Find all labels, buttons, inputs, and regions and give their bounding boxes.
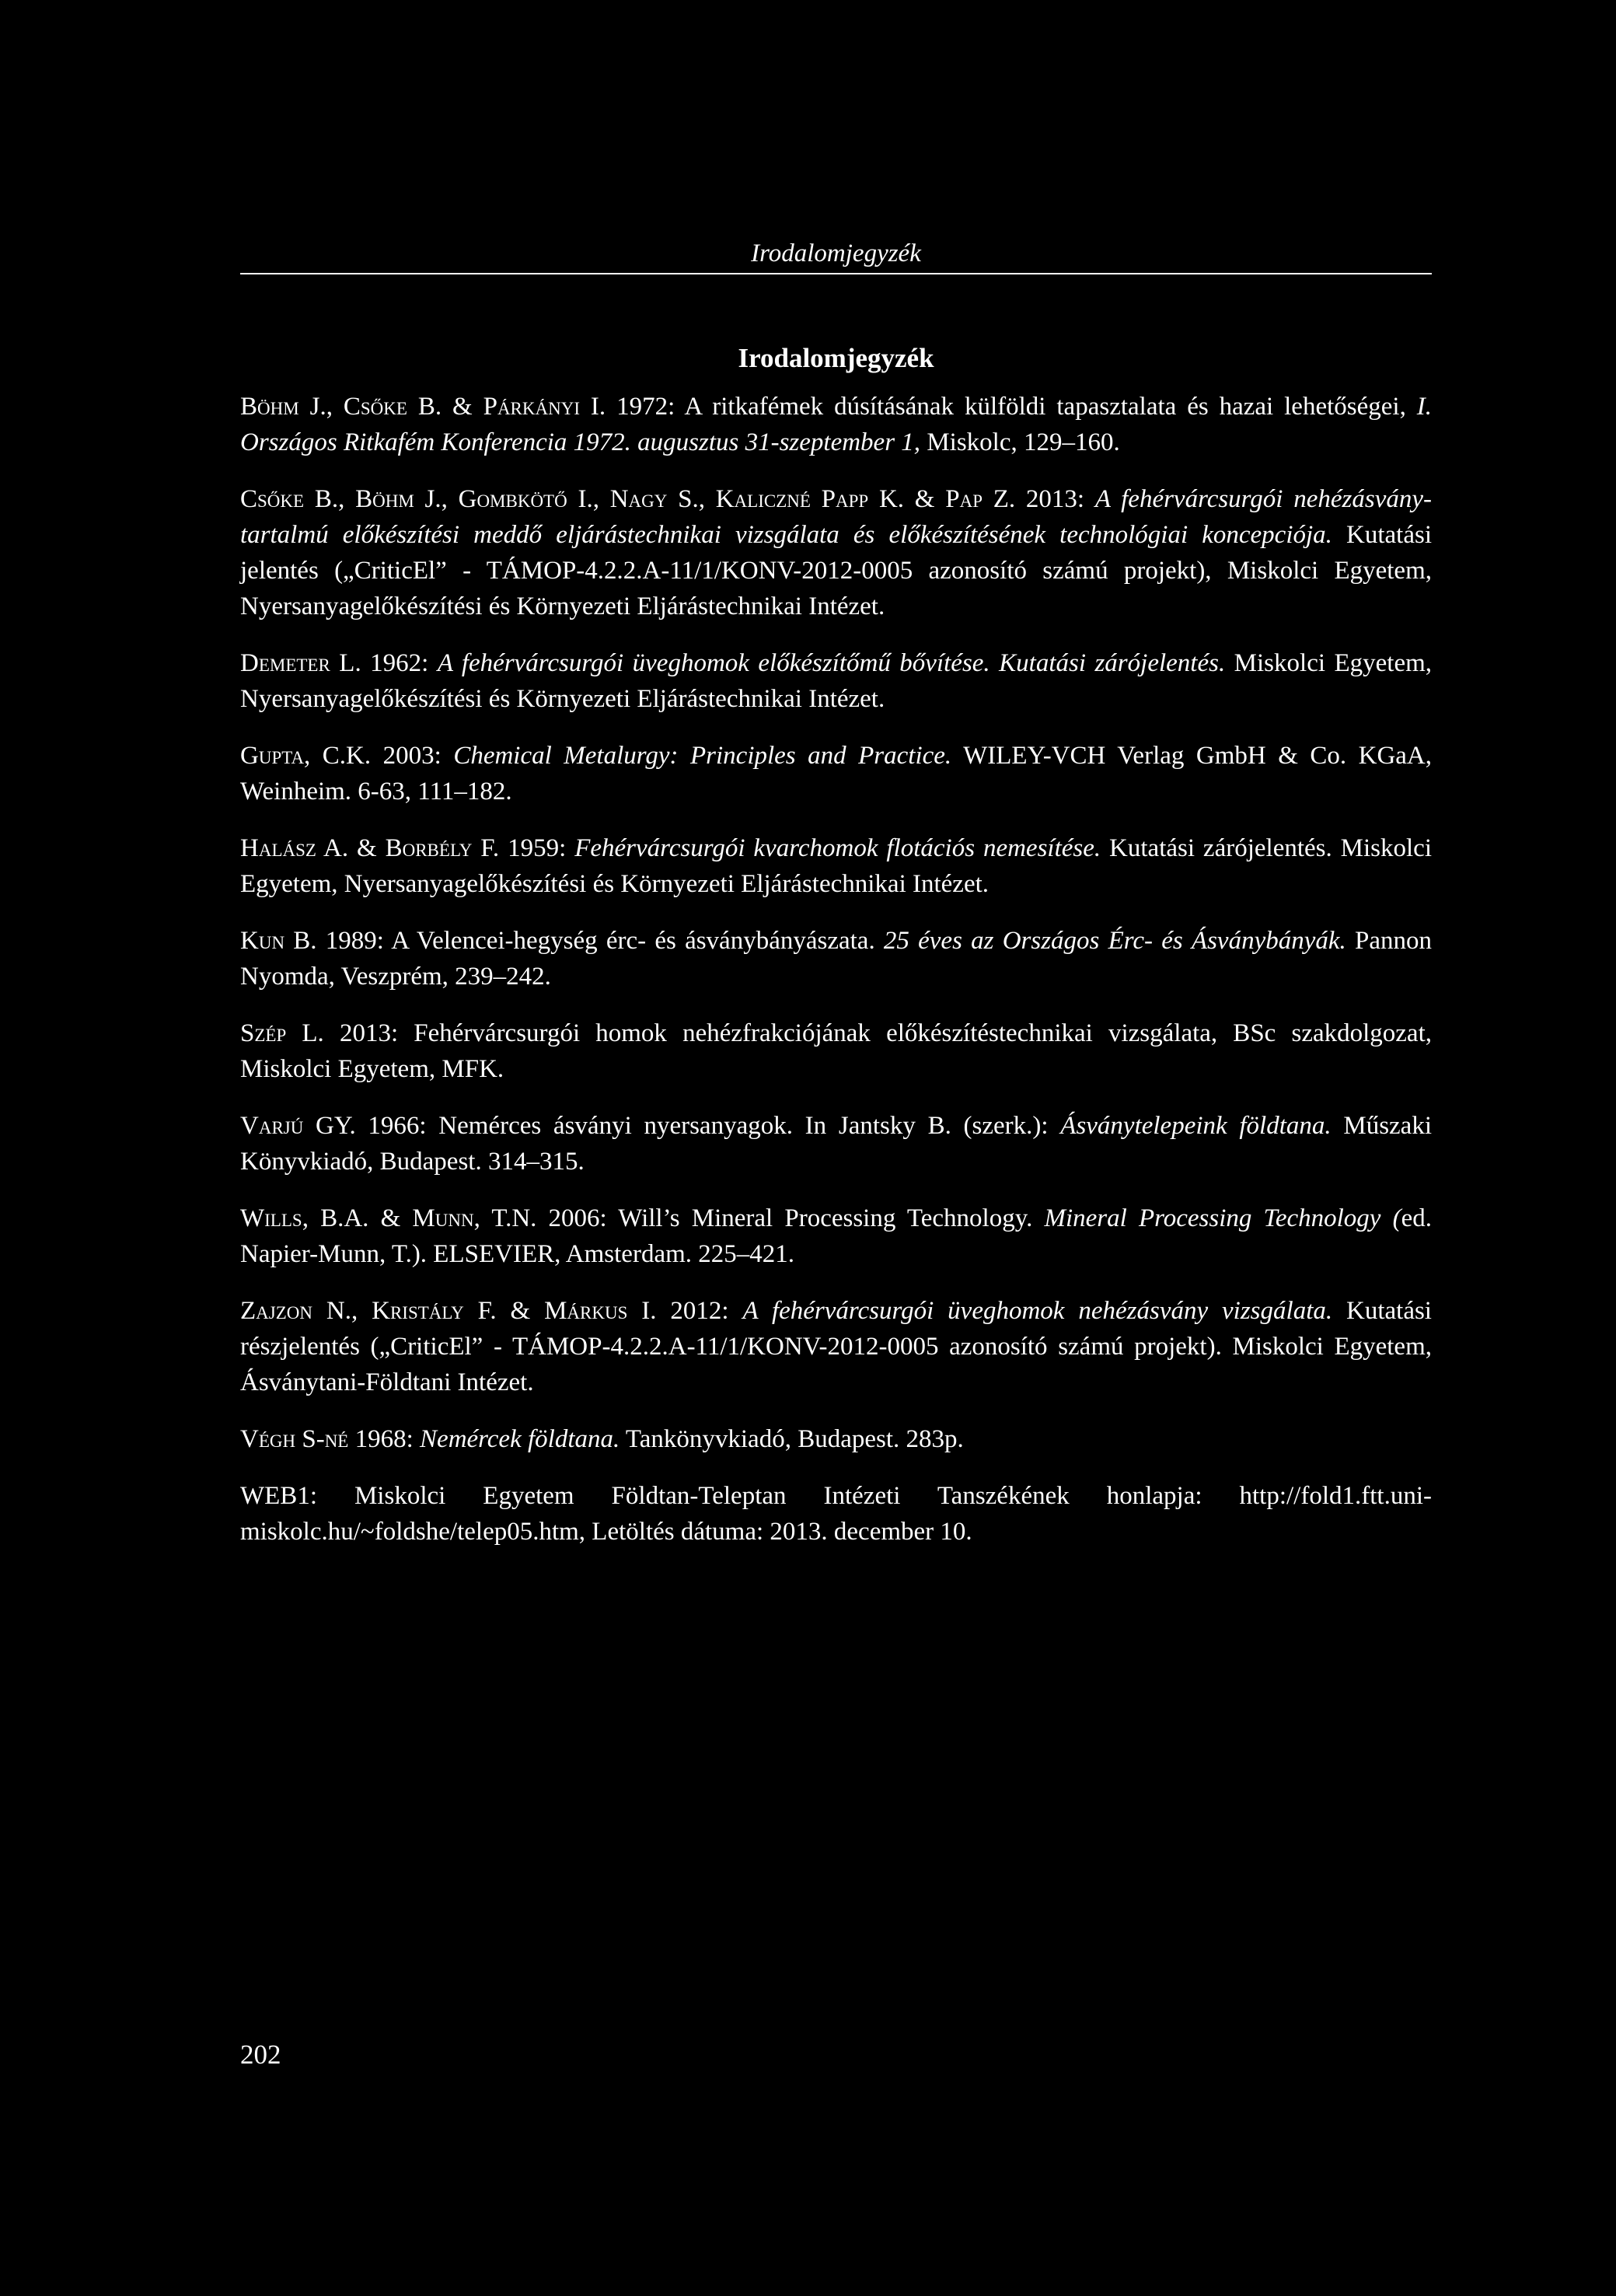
reference-authors: Szép L. — [240, 1019, 324, 1047]
reference-text: 1962: — [361, 649, 438, 677]
reference-text: Műszaki Könyvkiadó, Budapest. 314–315. — [240, 1112, 1432, 1176]
reference-title: I. Országos Ritkafém Konferencia 1972. augusztus 31-szeptember 1, — [240, 393, 1432, 456]
reference-text: Kutatási zárójelentés. Miskolci Egyetem, Nyersanyagelőkészítési és Környezeti Eljárástechnikai Intézet. — [240, 834, 1432, 898]
reference-authors: Csőke B., Böhm J., Gombkötő I., Nagy S., Kaliczné Papp K. & Pap Z. — [240, 485, 1016, 513]
reference-title: Ásványtelepeink földtana. — [1060, 1112, 1332, 1140]
reference-text: 1968: — [348, 1425, 421, 1453]
reference-text: Miskolci Egyetem, Nyersanyagelőkészítési és Környezeti Eljárástechnikai Intézet. — [240, 649, 1433, 713]
reference-title: 25 éves az Országos Érc- és Ásványbányák. — [883, 927, 1346, 955]
reference-entry — [240, 1293, 1432, 1400]
reference-entry — [240, 738, 1432, 809]
reference-entry — [240, 481, 1432, 624]
reference-authors: Varjú GY. — [240, 1112, 356, 1140]
reference-entry — [240, 389, 1432, 460]
reference-text: WEB1: Miskolci Egyetem Földtan-Teleptan Intézeti Tanszékének honlapja: http://fold1.ftt.uni-miskolc.hu/~foldshe/telep05.htm, Letöltés dátuma: 2013. december 10. — [240, 1482, 1432, 1546]
reference-title: Fehérvárcsurgói kvarchomok flotációs nemesítése. — [574, 834, 1101, 862]
reference-entry — [240, 1015, 1432, 1087]
reference-entry — [240, 1108, 1432, 1179]
reference-entry — [240, 645, 1432, 717]
reference-authors: Böhm J., Csőke B. & Párkányi I. — [240, 393, 606, 421]
reference-entry — [240, 1421, 1432, 1457]
reference-authors: Zajzon N., Kristály F. & Márkus I. — [240, 1297, 657, 1325]
reference-text: Kutatási jelentés („CriticEl” - TÁMOP-4.2.2.A-11/1/KONV-2012-0005 azonosító számú projekt), Miskolci Egyetem, Nyersanyagelőkészítési és Környezeti Eljárástechnikai Intézet. — [240, 521, 1432, 620]
reference-text: 1989: A Velencei-hegység érc- és ásványbányászata. — [316, 927, 884, 955]
reference-authors: Végh S-né — [240, 1425, 349, 1453]
page-number: 202 — [240, 2039, 281, 2070]
reference-text: 2013: — [1015, 485, 1095, 513]
reference-text: 1959: — [499, 834, 575, 862]
reference-text: Miskolc, 129–160. — [920, 428, 1120, 456]
reference-authors: Kun B. — [240, 927, 317, 955]
reference-authors: Demeter L. — [240, 649, 361, 677]
reference-entry — [240, 1478, 1432, 1550]
reference-list — [240, 389, 1432, 1571]
reference-title: Mineral Processing Technology ( — [1044, 1204, 1401, 1232]
reference-text: 2012: — [656, 1297, 743, 1325]
reference-text: 1966: Nemérces ásványi nyersanyagok. In Jantsky B. (szerk.): — [355, 1112, 1061, 1140]
reference-authors: Halász A. & Borbély F. — [240, 834, 500, 862]
reference-text: Pannon Nyomda, Veszprém, 239–242. — [240, 927, 1432, 991]
reference-text: 1972: A ritkafémek dúsításának külföldi tapasztalata és hazai lehetőségei, — [606, 393, 1417, 421]
reference-text: 2006: Will’s Mineral Processing Technology. — [536, 1204, 1045, 1232]
reference-title: A fehérvárcsurgói nehézásvány-tartalmú előkészítési meddő eljárástechnikai vizsgálata és előkészítésének technológiai koncepciója. — [240, 485, 1432, 549]
reference-entry — [240, 830, 1432, 902]
reference-text: ed. Napier-Munn, T.). ELSEVIER, Amsterdam. 225–421. — [240, 1204, 1432, 1268]
reference-authors: Wills, B.A. & Munn, T.N. — [240, 1204, 537, 1232]
reference-text: 2013: Fehérvárcsurgói homok nehézfrakciójának előkészítéstechnikai vizsgálata, BSc szakdolgozat, Miskolci Egyetem, MFK. — [240, 1019, 1432, 1083]
reference-text: Kutatási részjelentés („CriticEl” - TÁMOP-4.2.2.A-11/1/KONV-2012-0005 azonosító számú projekt). Miskolci Egyetem, Ásványtani-Földtani Intézet. — [240, 1297, 1432, 1396]
reference-entry — [240, 923, 1432, 994]
header-rule — [240, 273, 1432, 274]
reference-title: Chemical Metalurgy: Principles and Practice. — [453, 742, 952, 770]
reference-authors: Gupta, C.K. — [240, 742, 372, 770]
reference-entry — [240, 1200, 1432, 1272]
reference-title: A fehérvárcsurgói üveghomok nehézásvány vizsgálata. — [742, 1297, 1333, 1325]
reference-text: WILEY-VCH Verlag GmbH & Co. KGaA, Weinheim. 6-63, 111–182. — [240, 742, 1433, 806]
reference-title: Nemércek földtana. — [420, 1425, 620, 1453]
reference-text: 2003: — [371, 742, 454, 770]
reference-text: Tankönyvkiadó, Budapest. 283p. — [620, 1425, 964, 1453]
reference-title: A fehérvárcsurgói üveghomok előkészítőmű bővítése. Kutatási zárójelentés. — [437, 649, 1226, 677]
running-header: Irodalomjegyzék — [751, 239, 921, 267]
section-heading: Irodalomjegyzék — [738, 343, 934, 373]
